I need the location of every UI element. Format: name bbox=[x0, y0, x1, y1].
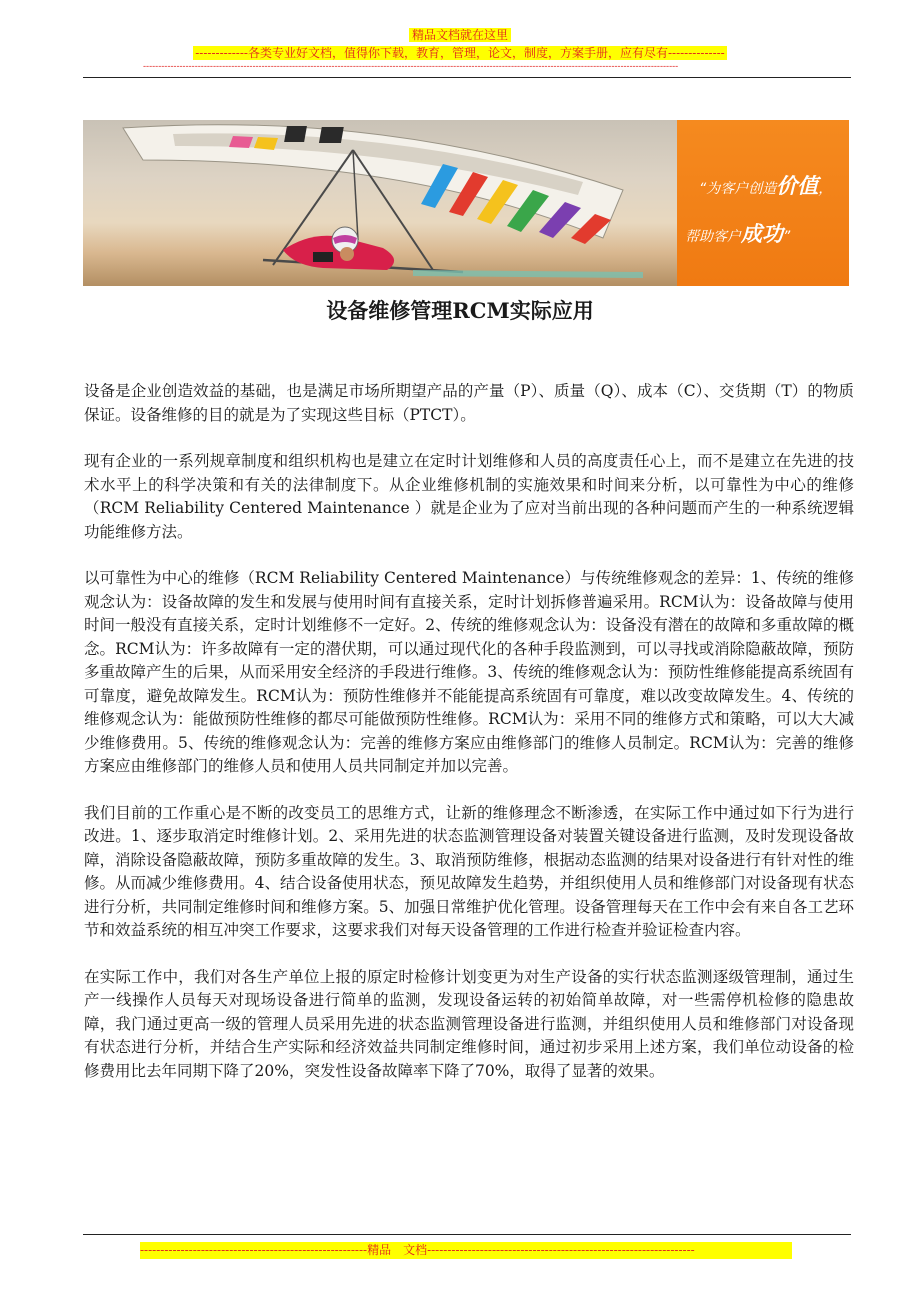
slogan-big-2: 成功 bbox=[741, 222, 783, 246]
paragraph-4: 我们目前的工作重心是不断的改变员工的思维方式，让新的维修理念不断渗透，在实际工作中通过如下行为进行改进。1、逐步取消定时维修计划。2、采用先进的状态监测管理设备对装置关键设备进行监测，及时发现设备故障，消除设备隐蔽故障，预防多重故障的发生。3、取消预防维修，根据动态监测的结果对设备进行有针对性的维修。从而减少维修费用。4、结合设备使用状态，预见故障发生趋势，并组织使用人员和维修部门对设备现有状态进行分析，共同制定维修时间和维修方案。5、加强日常维护优化管理。设备管理每天在工作中会有来自各工艺环节和效益系统的相互冲突工作要求，这要求我们对每天设备管理的工作进行检查并验证检查内容。 bbox=[84, 803, 854, 939]
slogan-suffix-1: ， bbox=[818, 181, 833, 197]
paragraph-3: 以可靠性为中心的维修（RCM Reliability Centered Maintenance）与传统维修观念的差异：1、传统的维修观念认为：设备故障的发生和发展与使用时间有直接关系，定时计划拆修普遍采用。RCM认为：设备故障与使用时间一般没有直接关系，定时计划维修不一定好。2、传统的维修观念认为：设备没有潜在的故障和多重故障的概念。RCM认为：许多故障有一定的潜伏期，可以通过现代化的各种手段监测到，可以寻找或消除隐蔽故障，预防多重故障产生的后果，从而采用安全经济的手段进行维修。3、传统的维修观念认为：预防性维修能提高系统固有可靠度，避免故障发生。RCM认为：预防性维修并不能能提高系统固有可靠度，难以改变故障发生。4、传统的维修观念认为：能做预防性维修的都尽可能做预防性维修。RCM认为：采用不同的维修方式和策略，可以大大减少维修费用。5、传统的维修观念认为：完善的维修方案应由维修部门的维修人员制定。RCM认为：完善的维修方案应由维修部门的维修人员和使用人员共同制定并加以完善。 bbox=[84, 569, 854, 775]
header-dash-line: -------------------------------------------------------------------------------------------------------------------------------------------------------------------------------- bbox=[143, 62, 679, 72]
header-tagline bbox=[0, 24, 920, 42]
slogan-prefix-2: 帮助客户 bbox=[685, 229, 741, 245]
slogan-panel bbox=[677, 120, 849, 286]
hang-glider-photo bbox=[83, 120, 677, 286]
header-description bbox=[0, 42, 920, 60]
slogan-line-1 bbox=[699, 170, 832, 200]
hang-glider-illustration bbox=[83, 120, 677, 286]
banner bbox=[83, 120, 849, 286]
paragraph-1: 设备是企业创造效益的基础，也是满足市场所期望产品的产量（P）、质量（Q）、成本（C）、交货期（T）的物质保证。设备维修的目的就是为了实现这些目标（PTCT）。 bbox=[84, 382, 854, 424]
footer-rule bbox=[83, 1234, 851, 1235]
slogan-big-1: 价值 bbox=[776, 174, 819, 198]
slogan-suffix-2: ” bbox=[783, 229, 791, 245]
slogan-prefix-1: “为客户创造 bbox=[699, 181, 777, 197]
slogan-line-2 bbox=[685, 218, 790, 248]
document-body bbox=[84, 380, 854, 1106]
footer-banner: --------------------------------------------------------精品 文档------------------------------------------------------------------ bbox=[140, 1242, 792, 1259]
header-description-text: -------------各类专业好文档，值得你下载，教育，管理，论文，制度，方案手册，应有尽有-------------- bbox=[195, 46, 725, 60]
document-title: 设备维修管理RCM实际应用 bbox=[326, 298, 594, 323]
paragraph-2: 现有企业的一系列规章制度和组织机构也是建立在定时计划维修和人员的高度责任心上，而不是建立在先进的技术水平上的科学决策和有关的法律制度下。从企业维修机制的实施效果和时间来分析，以可靠性为中心的维修（RCM Reliability Centered Maintenance ）就是企业为了应对当前出现的各种问题而产生的一种系统逻辑功能维修方法。 bbox=[84, 452, 854, 541]
header-tagline-text: 精品文档就在这里 bbox=[409, 28, 511, 42]
header-rule bbox=[83, 77, 851, 78]
paragraph-5: 在实际工作中，我们对各生产单位上报的原定时检修计划变更为对生产设备的实行状态监测逐级管理制，通过生产一线操作人员每天对现场设备进行简单的监测，发现设备运转的初始简单故障，对一些需停机检修的隐患故障，我门通过更高一级的管理人员采用先进的状态监测管理设备进行监测，并组织使用人员和维修部门对设备现有状态进行分析，并结合生产实际和经济效益共同制定维修时间，通过初步采用上述方案，我们单位动设备的检修费用比去年同期下降了20%，突发性设备故障率下降了70%，取得了显著的效果。 bbox=[84, 967, 854, 1080]
